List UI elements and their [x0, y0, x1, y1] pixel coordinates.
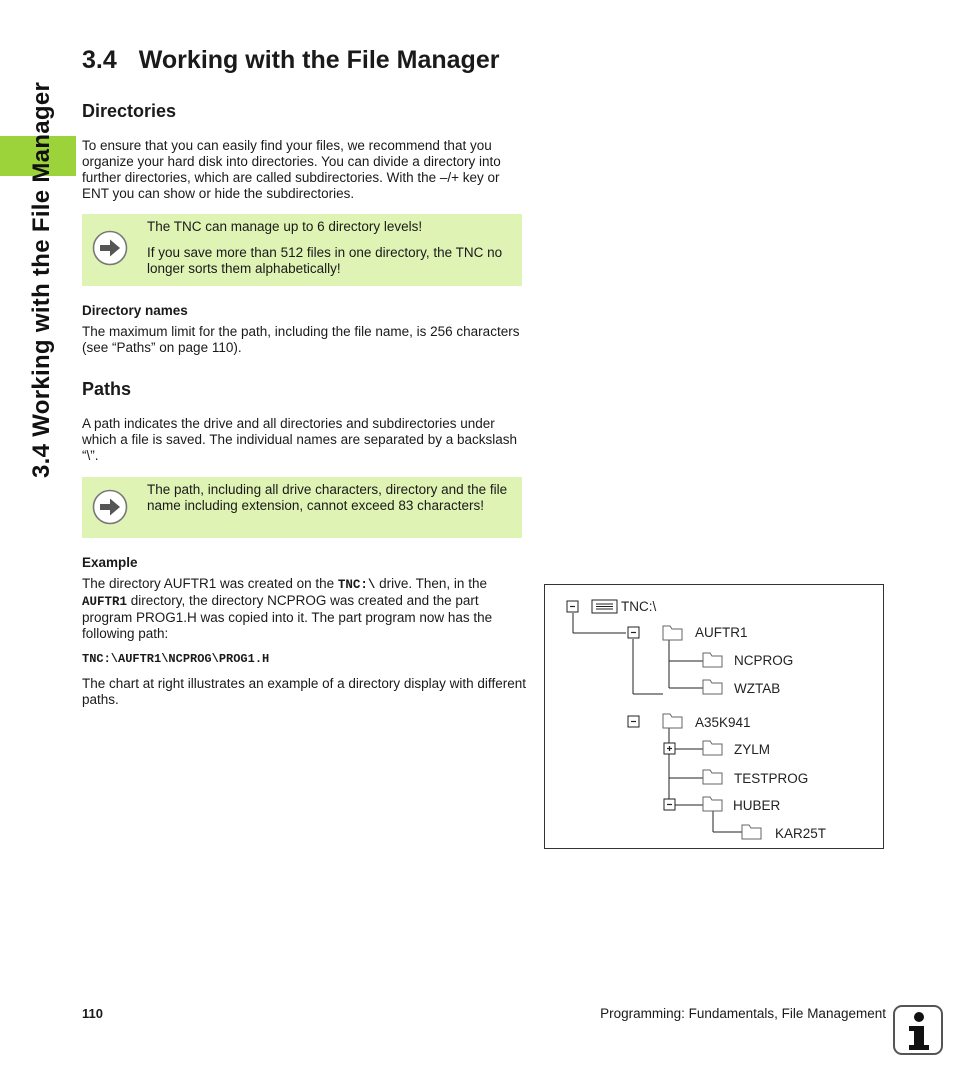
directories-paragraph: To ensure that you can easily find your files, we recommend that you organize your hard disk into directories. You can divide a directory into further directories, which are called subdirectories. With the –/+ key or ENT you can show or hide the subdirectories. — [82, 138, 501, 201]
example-text-b: drive. Then, in the — [375, 576, 487, 591]
tree-item-auftr1: AUFTR1 — [695, 625, 748, 640]
tree-item-root: TNC:\ — [621, 599, 657, 614]
directories-heading: Directories — [82, 101, 177, 121]
tree-item-huber: HUBER — [733, 798, 781, 813]
note-text-sorting: If you save more than 512 files in one directory, the TNC no longer sorts them alphabetically! — [147, 245, 503, 276]
example-paragraph — [82, 576, 526, 642]
tree-item-testprog: TESTPROG — [734, 771, 809, 786]
note-text-levels: The TNC can manage up to 6 directory levels! — [147, 219, 423, 234]
tree-item-wztab: WZTAB — [734, 681, 781, 696]
directory-names-heading: Directory names — [82, 303, 188, 318]
folder-icon — [663, 714, 682, 728]
side-chapter-title: 3.4 Working with the File Manager — [28, 81, 55, 478]
directory-names-paragraph: The maximum limit for the path, including the file name, is 256 characters (see “Paths” on page 110). — [82, 324, 520, 355]
paths-paragraph: A path indicates the drive and all directories and subdirectories under which a file is saved. The individual names are separated by a backslash “\”. — [82, 416, 517, 463]
example-path-code: TNC:\AUFTR1\NCPROG\PROG1.H — [82, 652, 270, 666]
tree-item-zylm: ZYLM — [734, 742, 771, 757]
section-title: Working with the File Manager — [138, 46, 500, 74]
folder-icon — [703, 770, 722, 784]
page-title — [82, 46, 499, 75]
tree-item-kar25t: KAR25T — [775, 826, 827, 841]
folder-icon — [742, 825, 761, 839]
example-closing-paragraph: The chart at right illustrates an example of a directory display with different paths. — [82, 676, 526, 707]
folder-icon — [703, 680, 722, 694]
footer-title: Programming: Fundamentals, File Management — [600, 1006, 886, 1021]
note-paths — [82, 477, 522, 538]
tree-item-ncprog: NCPROG — [734, 653, 794, 668]
page-number: 110 — [82, 1006, 103, 1021]
paths-heading: Paths — [82, 379, 132, 399]
code-drive: TNC:\ — [337, 578, 376, 592]
note-directories — [82, 214, 522, 286]
folder-icon — [703, 741, 722, 755]
arrow-right-icon — [92, 489, 128, 525]
section-number: 3.4 — [82, 46, 117, 74]
directory-tree-figure — [544, 584, 884, 849]
arrow-right-icon — [92, 230, 128, 266]
code-directory: AUFTR1 — [82, 595, 128, 609]
folder-icon — [703, 797, 722, 811]
tree-item-a35k941: A35K941 — [695, 715, 751, 730]
folder-icon — [663, 626, 682, 640]
folder-icon — [703, 653, 722, 667]
example-heading: Example — [82, 555, 138, 570]
info-icon — [893, 1005, 943, 1055]
drive-icon — [592, 600, 617, 613]
example-text-a: The directory AUFTR1 was created on the — [82, 576, 338, 591]
example-text-c: directory, the directory NCPROG was created and the part program PROG1.H was copied into it. The part program now has the following path: — [82, 593, 493, 641]
note-text-path-limit: The path, including all drive characters, directory and the file name including extension, cannot exceed 83 characters! — [147, 482, 508, 513]
